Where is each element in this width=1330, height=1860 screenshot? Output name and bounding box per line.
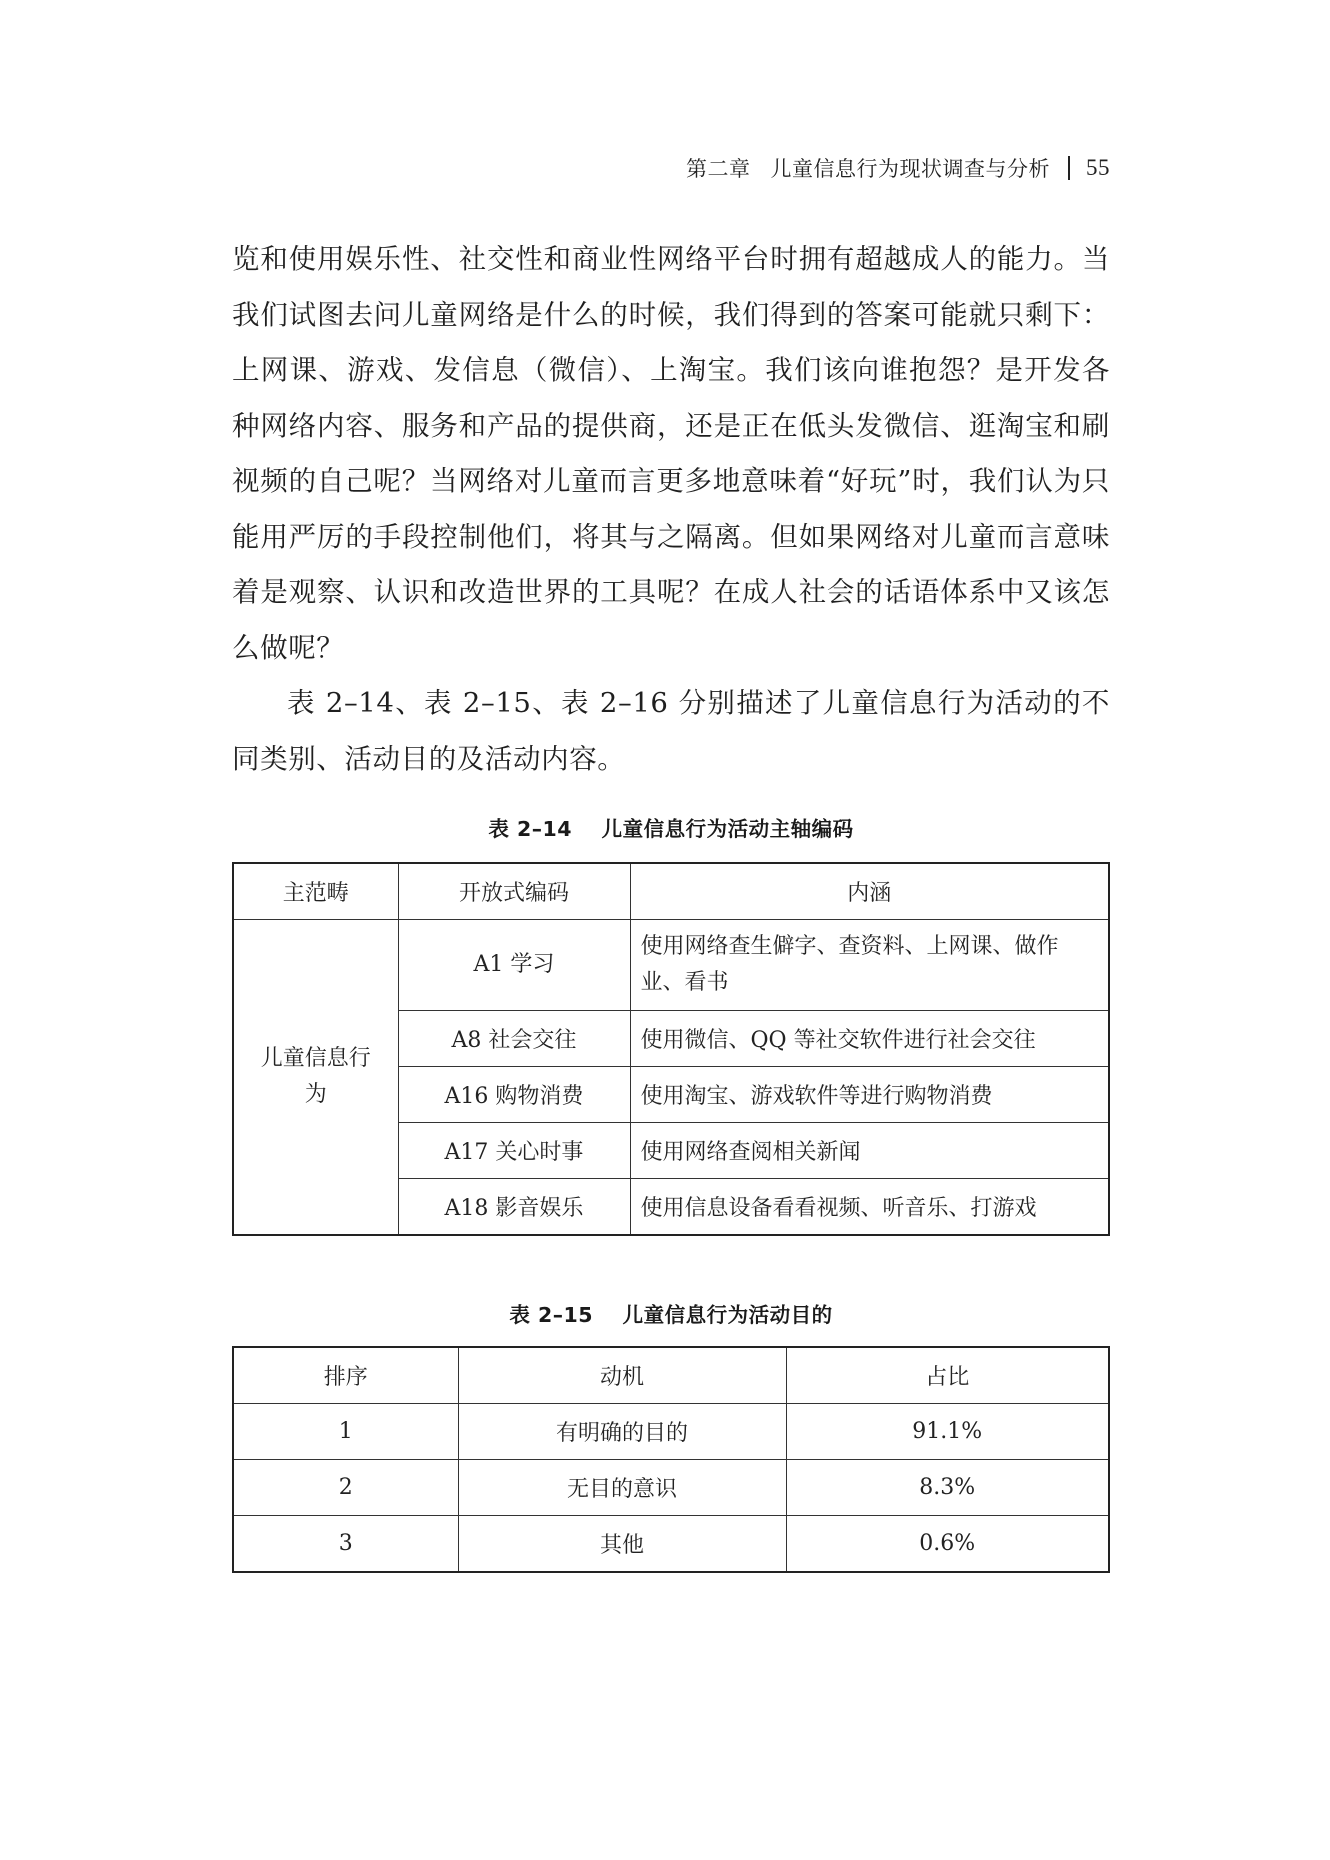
motive-cell: 有明确的目的 (458, 1404, 786, 1460)
table-2-14-caption-number: 表 2–14 (488, 817, 573, 841)
motive-cell: 其他 (458, 1516, 786, 1573)
column-header: 内涵 (630, 863, 1109, 920)
column-header: 排序 (233, 1347, 458, 1404)
table-2-15-caption-number: 表 2–15 (509, 1303, 594, 1327)
code-cell: A8 社会交往 (398, 1011, 630, 1067)
meaning-cell: 使用微信、QQ 等社交软件进行社会交往 (630, 1011, 1109, 1067)
share-cell: 0.6% (786, 1516, 1109, 1573)
code-cell: A16 购物消费 (398, 1067, 630, 1123)
main-category-cell (233, 920, 398, 1236)
column-header: 主范畴 (233, 863, 398, 920)
rank-cell: 1 (233, 1404, 458, 1460)
main-category-text: 儿童信息行为 (260, 1046, 371, 1107)
table-row (233, 1404, 1109, 1460)
table-2-15-caption-title: 儿童信息行为活动目的 (622, 1303, 833, 1327)
body-text (232, 232, 1110, 787)
code-cell: A18 影音娱乐 (398, 1179, 630, 1236)
table-2-14-caption (232, 812, 1110, 842)
code-cell: A1 学习 (398, 920, 630, 1011)
column-header: 占比 (786, 1347, 1109, 1404)
table-row (233, 1516, 1109, 1573)
table-2-14 (232, 862, 1110, 1236)
share-cell: 8.3% (786, 1460, 1109, 1516)
table-header-row (233, 863, 1109, 920)
paragraph-1: 览和使用娱乐性、社交性和商业性网络平台时拥有超越成人的能力。当我们试图去问儿童网络是什么的时候，我们得到的答案可能就只剩下：上网课、游戏、发信息（微信）、上淘宝。我们该向谁抱怨？是开发各种网络内容、服务和产品的提供商，还是正在低头发微信、逛淘宝和刷视频的自己呢？当网络对儿童而言更多地意味着“好玩”时，我们认为只能用严厉的手段控制他们，将其与之隔离。但如果网络对儿童而言意味着是观察、认识和改造世界的工具呢？在成人社会的话语体系中又该怎么做呢？ (232, 243, 1110, 664)
table-row (233, 1460, 1109, 1516)
meaning-cell: 使用淘宝、游戏软件等进行购物消费 (630, 1067, 1109, 1123)
rank-cell: 3 (233, 1516, 458, 1573)
table-2-14-caption-title: 儿童信息行为活动主轴编码 (601, 817, 854, 841)
column-header: 开放式编码 (398, 863, 630, 920)
motive-cell: 无目的意识 (458, 1460, 786, 1516)
table-header-row (233, 1347, 1109, 1404)
running-header (686, 153, 1110, 183)
code-cell: A17 关心时事 (398, 1123, 630, 1179)
chapter-label: 第二章 (686, 157, 751, 181)
column-header: 动机 (458, 1347, 786, 1404)
page-number: 55 (1086, 155, 1110, 180)
header-separator (1068, 156, 1070, 180)
chapter-title: 儿童信息行为现状调查与分析 (770, 157, 1050, 181)
rank-cell: 2 (233, 1460, 458, 1516)
table-2-15-caption (232, 1298, 1110, 1328)
meaning-cell: 使用信息设备看看视频、听音乐、打游戏 (630, 1179, 1109, 1236)
table-2-15 (232, 1346, 1110, 1573)
share-cell: 91.1% (786, 1404, 1109, 1460)
table-row (233, 920, 1109, 1011)
meaning-cell: 使用网络查阅相关新闻 (630, 1123, 1109, 1179)
paragraph-2: 表 2–14、表 2–15、表 2–16 分别描述了儿童信息行为活动的不同类别、活动目的及活动内容。 (232, 687, 1110, 775)
meaning-cell: 使用网络查生僻字、查资料、上网课、做作业、看书 (630, 920, 1109, 1011)
